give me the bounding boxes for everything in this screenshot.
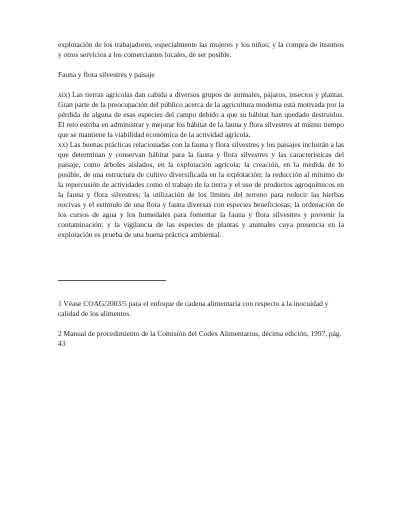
footnote-2: 2 Manual de procedimiento de la Comisión del Codex Alimentarius, décima edición, 1997, pág. 43 <box>58 329 342 348</box>
paragraph-xx: xx) Las buenas prácticas relacionadas con la fauna y flora silvestres y los paisajes incluirán a las que determinan y conservan hábitat para la fauna y flora silvestres y las características del paisaje, como árboles aislados, en la explotación agrícola; la creación, en la medida de lo posible, de una estructura de cultivo diversificada en la explotación; la reducción al mínimo de la repercusión de actividades como el trabajo de la tierra y el uso de productos agroquímicos en la fauna y flora silvestres; la utilización de los límites del terreno para reducir las hierbas nocivas y el estímulo de una flora y fauna diversas con especies beneficiosas; la ordenación de los cursos de agua y los humedales para fomentar la fauna y flora silvestres y prevenir la contaminación; y la vigilancia de las especies de plantas y animales cuya presencia en la explotación es prueba de una buena práctica ambiental. <box>58 140 344 239</box>
footnote-divider <box>58 280 166 281</box>
document-page <box>58 40 344 359</box>
intro-paragraph: explotación de los trabajadores, especialmente las mujeres y los niños; y la compra de insumos y otros servicios a los comerciantes locales, de ser posible. <box>58 40 344 59</box>
paragraph-xix: xix) Las tierras agrícolas dan cabida a diversos grupos de animales, pájaros, insectos y plantas. Gran parte de la preocupación del público acerca de la agricultura moderna está motivada por la pérdida de alguna de esas especies del campo debido a que su hábitat han quedado destruidos. El reto estriba en administrar y mejorar los hábitat de la fauna y flora silvestres al mismo tiempo que se mantiene la viabilidad económica de la actividad agrícola. <box>58 90 344 139</box>
section-heading: Fauna y flora silvestres y paisaje <box>58 70 155 79</box>
footnote-1: 1 Véase COAG/2003/5 para el enfoque de cadena alimentaria con respecto a la inocuidad y calidad de los alimentos. <box>58 299 329 318</box>
